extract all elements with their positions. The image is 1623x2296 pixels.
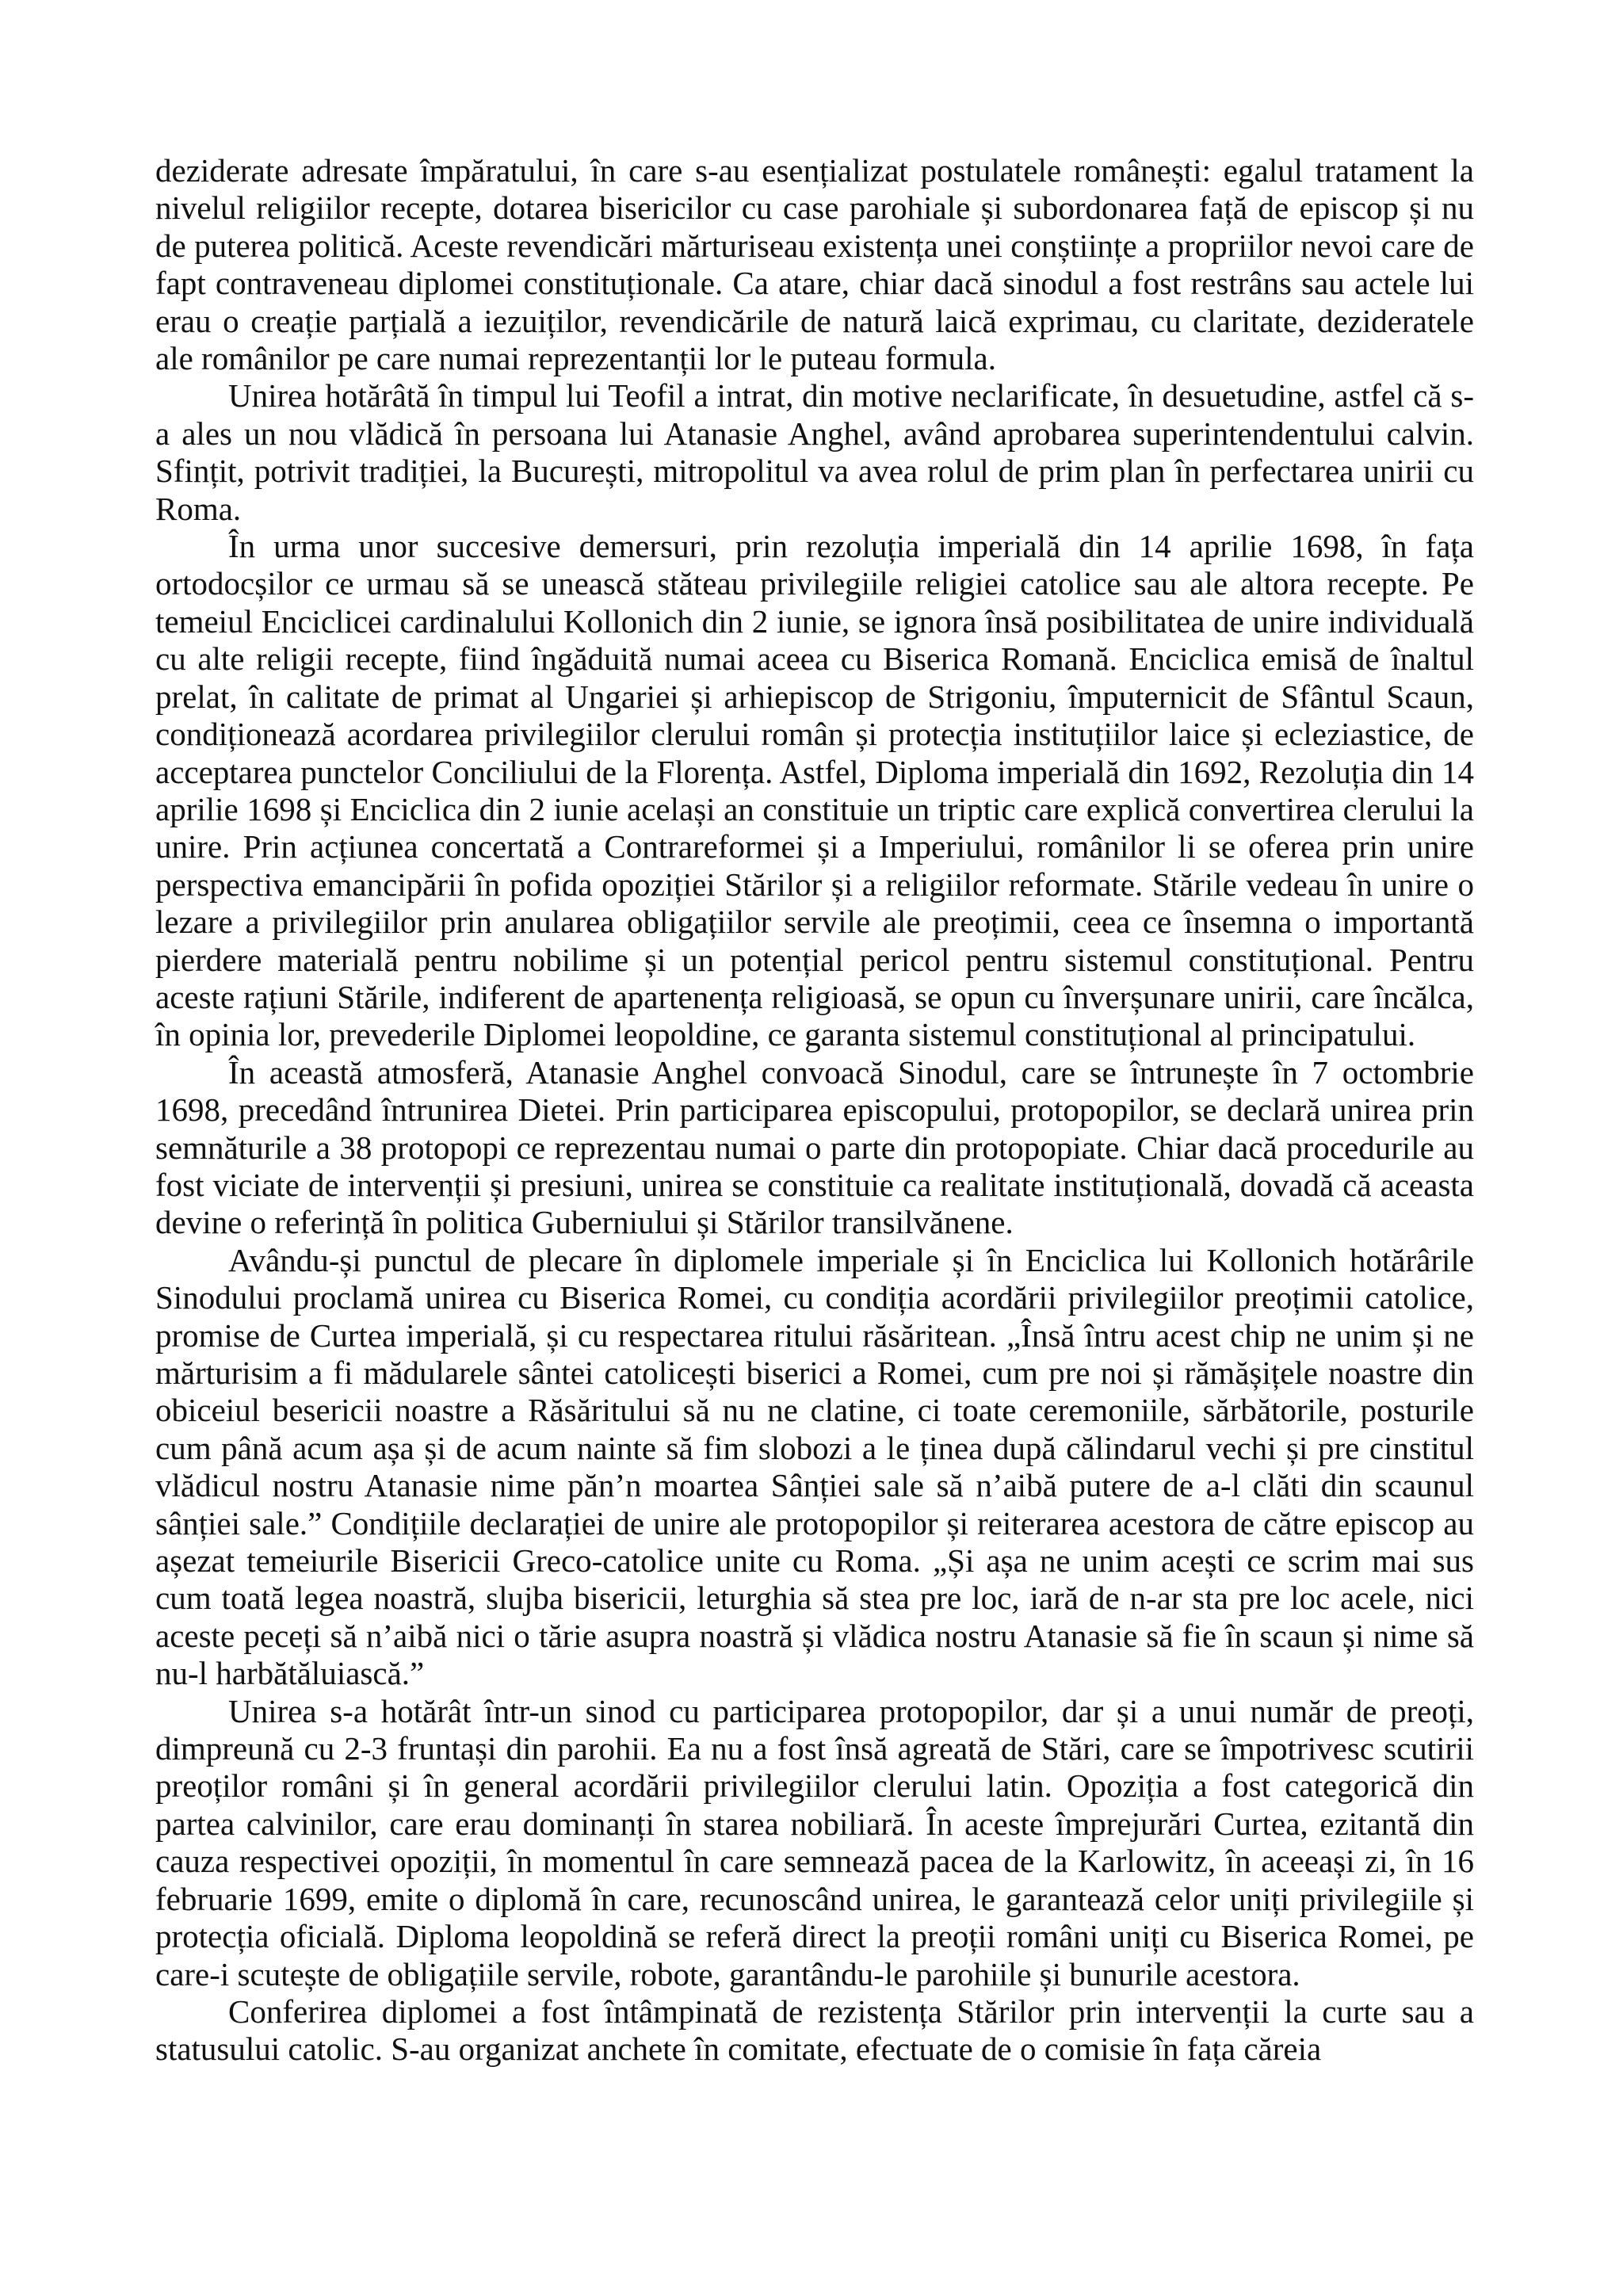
paragraph: deziderate adresate împăratului, în care s-au esențializat postulatele românești: egalul tratament la nivelul religiilor recepte, dotarea bisericilor cu case parohiale și subordonarea față de episcop și nu de puterea politică. Aceste revendicări mărturiseau existența unei conștiințe a propriilor nevoi care de fapt contraveneau diplomei constituționale. Ca atare, chiar dacă sinodul a fost restrâns sau actele lui erau o creație parțială a iezuiților, revendicările de natură laică exprimau, cu claritate, dezideratele ale românilor pe care numai reprezentanții lor le puteau formula. [155,152,1474,377]
paragraph: Unirea hotărâtă în timpul lui Teofil a intrat, din motive neclarificate, în desuetudine, astfel că s-a ales un nou vlădică în persoana lui Atanasie Anghel, având aprobarea superintendentului calvin. Sfințit, potrivit tradiției, la București, mitropolitul va avea rolul de prim plan în perfectarea unirii cu Roma. [155,377,1474,527]
paragraph: Conferirea diplomei a fost întâmpinată de rezistența Stărilor prin intervenții la curte sau a statusului catolic. S-au organizat anchete în comitate, efectuate de o comisie în fața căreia [155,1992,1474,2068]
paragraph: În această atmosferă, Atanasie Anghel convoacă Sinodul, care se întrunește în 7 octombrie 1698, precedând întrunirea Dietei. Prin participarea episcopului, protopopilor, se declară unirea prin semnăturile a 38 protopopi ce reprezentau numai o parte din protopopiate. Chiar dacă procedurile au fost viciate de intervenții și presiuni, unirea se constituie ca realitate instituțională, dovadă că aceasta devine o referință în politica Guberniului și Stărilor transilvănene. [155,1053,1474,1241]
paragraph: Avându-și punctul de plecare în diplomele imperiale și în Enciclica lui Kollonich hotărârile Sinodului proclamă unirea cu Biserica Romei, cu condiția acordării privilegiilor preoțimii catolice, promise de Curtea imperială, și cu respectarea ritului răsăritean. „Însă întru acest chip ne unim și ne mărturisim a fi mădularele sântei catolicești biserici a Romei, cum pre noi și rămășițele noastre din obiceiul besericii noastre a Răsăritului să nu ne clatine, ci toate ceremoniile, sărbătorile, posturile cum până acum așa și de acum nainte să fim slobozi a le ținea după călindarul vechi și pre cinstitul vlădicul nostru Atanasie nime păn’n moartea Sânției sale să n’aibă putere de a-l clăti din scaunul sânției sale.” Condițiile declarației de unire ale protopopilor și reiterarea acestora de către episcop au așezat temeiurile Bisericii Greco-catolice unite cu Roma. „Și așa ne unim acești ce scrim mai sus cum toată legea noastră, slujba bisericii, leturghia să stea pre loc, iară de n-ar sta pre loc acele, nici aceste peceți să n’aibă nici o tărie asupra noastră și vlădica nostru Atanasie să fie în scaun și nime să nu-l harbătăluiască.” [155,1241,1474,1692]
paragraph: Unirea s-a hotărât într-un sinod cu participarea protopopilor, dar și a unui număr de preoți, dimpreună cu 2-3 fruntași din parohii. Ea nu a fost însă agreată de Stări, care se împotrivesc scutirii preoților români și în general acordării privilegiilor clerului latin. Opoziția a fost categorică din partea calvinilor, care erau dominanți în starea nobiliară. În aceste împrejurări Curtea, ezitantă din cauza respectivei opoziții, în momentul în care semnează pacea de la Karlowitz, în aceeași zi, în 16 februarie 1699, emite o diplomă în care, recunoscând unirea, le garantează celor uniți privilegiile și protecția oficială. Diploma leopoldină se referă direct la preoții români uniți cu Biserica Romei, pe care-i scutește de obligațiile servile, robote, garantându-le parohiile și bunurile acestora. [155,1692,1474,1992]
document-page [155,152,1474,2069]
paragraph: În urma unor succesive demersuri, prin rezoluția imperială din 14 aprilie 1698, în fața ortodocșilor ce urmau să se unească stăteau privilegiile religiei catolice sau ale altora recepte. Pe temeiul Enciclicei cardinalului Kollonich din 2 iunie, se ignora însă posibilitatea de unire individuală cu alte religii recepte, fiind îngăduită numai aceea cu Biserica Romană. Enciclica emisă de înaltul prelat, în calitate de primat al Ungariei și arhiepiscop de Strigoniu, împuternicit de Sfântul Scaun, condiționează acordarea privilegiilor clerului român și protecția instituțiilor laice și ecleziastice, de acceptarea punctelor Conciliului de la Florența. Astfel, Diploma imperială din 1692, Rezoluția din 14 aprilie 1698 și Enciclica din 2 iunie același an constituie un triptic care explică convertirea clerului la unire. Prin acțiunea concertată a Contrareformei și a Imperiului, românilor li se oferea prin unire perspectiva emancipării în pofida opoziției Stărilor și a religiilor reformate. Stările vedeau în unire o lezare a privilegiilor prin anularea obligațiilor servile ale preoțimii, ceea ce însemna o importantă pierdere materială pentru nobilime și un potențial pericol pentru sistemul constituțional. Pentru aceste rațiuni Stările, indiferent de apartenența religioasă, se opun cu înverșunare unirii, care încălca, în opinia lor, prevederile Diplomei leopoldine, ce garanta sistemul constituțional al principatului. [155,528,1474,1053]
